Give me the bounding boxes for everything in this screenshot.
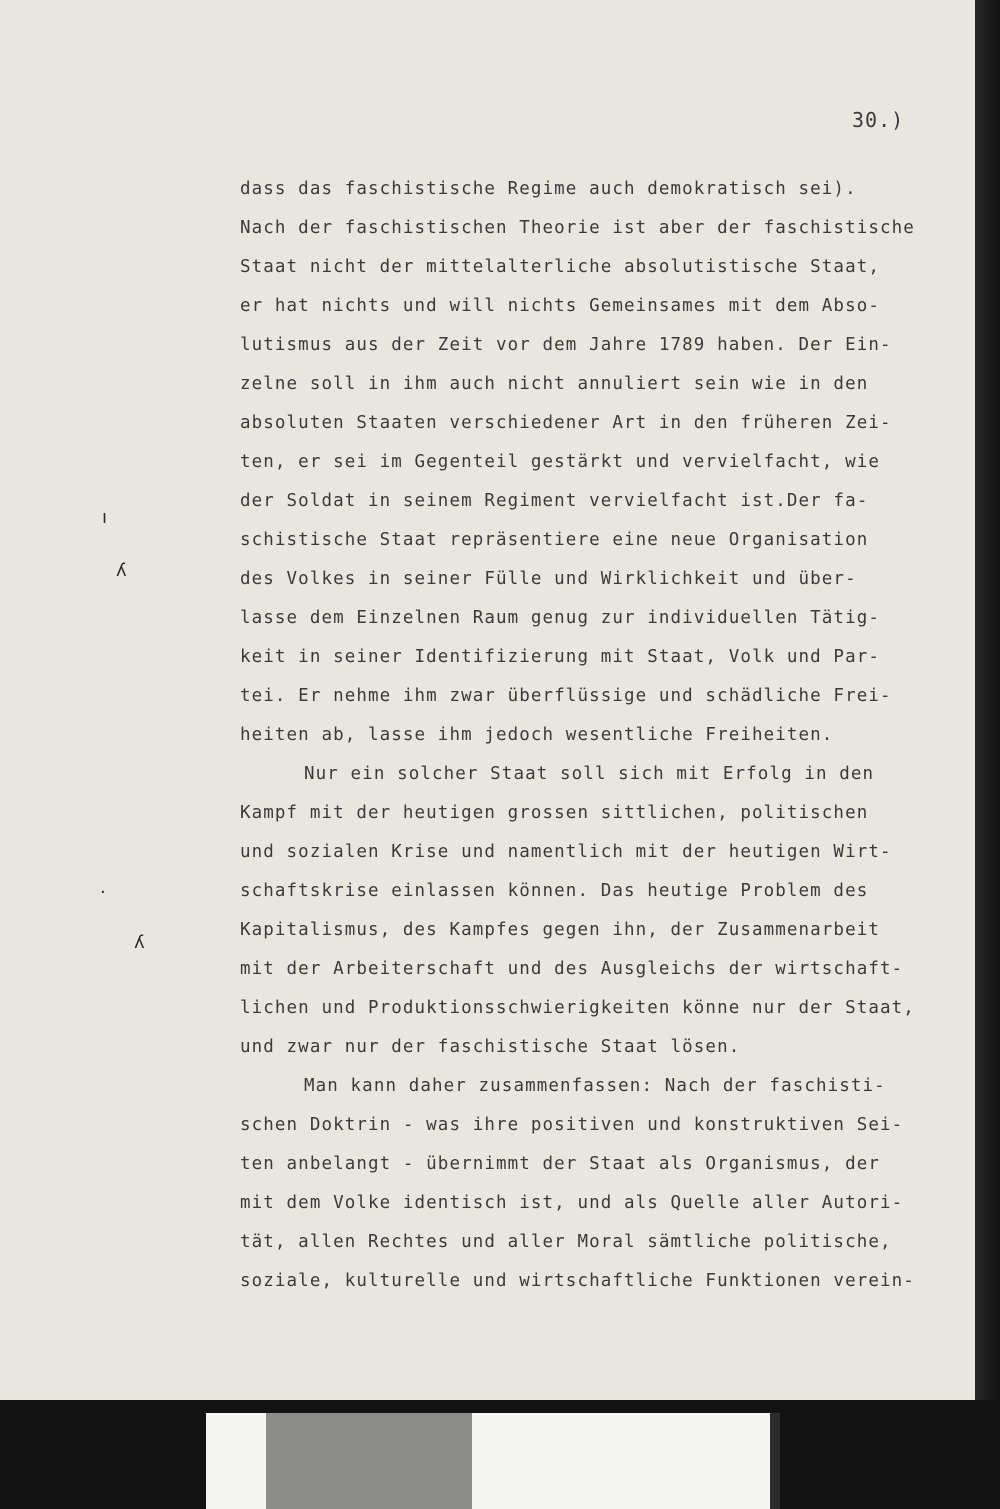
- text-line: schistische Staat repräsentiere eine neue Organisation: [240, 530, 869, 550]
- text-line: dass das faschistische Regime auch demokratisch sei).: [240, 179, 857, 199]
- calibration-white-patch: [206, 1413, 266, 1509]
- paragraph: [240, 1067, 940, 1301]
- punch-hole-mark: ʎ: [134, 932, 145, 953]
- text-line: Man kann daher zusammenfassen: Nach der faschisti-: [304, 1076, 886, 1096]
- text-line: Nach der faschistischen Theorie ist aber der faschistische: [240, 218, 915, 238]
- text-line: ten, er sei im Gegenteil gestärkt und vervielfacht, wie: [240, 452, 880, 472]
- text-line: er hat nichts und will nichts Gemeinsames mit dem Abso-: [240, 296, 880, 316]
- paragraph: [240, 170, 940, 755]
- text-line: mit der Arbeiterschaft und des Ausgleichs der wirtschaft-: [240, 959, 904, 979]
- text-line: schaftskrise einlassen können. Das heutige Problem des: [240, 881, 869, 901]
- paper-shadow-edge: [975, 0, 1000, 1400]
- text-line: und sozialen Krise und namentlich mit der heutigen Wirt-: [240, 842, 892, 862]
- text-line: und zwar nur der faschistische Staat lösen.: [240, 1037, 741, 1057]
- body-text: [240, 170, 940, 1301]
- text-line: soziale, kulturelle und wirtschaftliche Funktionen verein-: [240, 1271, 915, 1291]
- text-line: Kampf mit der heutigen grossen sittlichen, politischen: [240, 803, 869, 823]
- text-line: ten anbelangt - übernimmt der Staat als Organismus, der: [240, 1154, 880, 1174]
- text-line: der Soldat in seinem Regiment vervielfacht ist.Der fa-: [240, 491, 869, 511]
- text-line: keit in seiner Identifizierung mit Staat, Volk und Par-: [240, 647, 880, 667]
- text-line: lichen und Produktionsschwierigkeiten könne nur der Staat,: [240, 998, 915, 1018]
- text-line: mit dem Volke identisch ist, und als Quelle aller Autori-: [240, 1193, 904, 1213]
- text-line: Kapitalismus, des Kampfes gegen ihn, der Zusammenarbeit: [240, 920, 880, 940]
- text-line: lutismus aus der Zeit vor dem Jahre 1789 haben. Der Ein-: [240, 335, 892, 355]
- text-line: des Volkes in seiner Fülle und Wirklichkeit und über-: [240, 569, 857, 589]
- punch-hole-mark: ʎ: [116, 560, 127, 581]
- text-line: zelne soll in ihm auch nicht annuliert sein wie in den: [240, 374, 869, 394]
- calibration-dark-patch: [770, 1413, 780, 1509]
- paragraph: [240, 755, 940, 1067]
- calibration-grey-patch: [266, 1413, 472, 1509]
- text-line: absoluten Staaten verschiedener Art in den früheren Zei-: [240, 413, 892, 433]
- text-line: tei. Er nehme ihm zwar überflüssige und schädliche Frei-: [240, 686, 892, 706]
- text-line: Staat nicht der mittelalterliche absolutistische Staat,: [240, 257, 880, 277]
- punch-hole-mark: ı: [102, 507, 108, 528]
- text-line: Nur ein solcher Staat soll sich mit Erfolg in den: [304, 764, 875, 784]
- text-line: heiten ab, lasse ihm jedoch wesentliche Freiheiten.: [240, 725, 834, 745]
- punch-hole-mark: ·: [100, 882, 106, 903]
- text-line: lasse dem Einzelnen Raum genug zur individuellen Tätig-: [240, 608, 880, 628]
- calibration-white-patch: [472, 1413, 770, 1509]
- page-number: 30.): [852, 108, 905, 132]
- text-line: tät, allen Rechtes und aller Moral sämtliche politische,: [240, 1232, 892, 1252]
- text-line: schen Doktrin - was ihre positiven und konstruktiven Sei-: [240, 1115, 904, 1135]
